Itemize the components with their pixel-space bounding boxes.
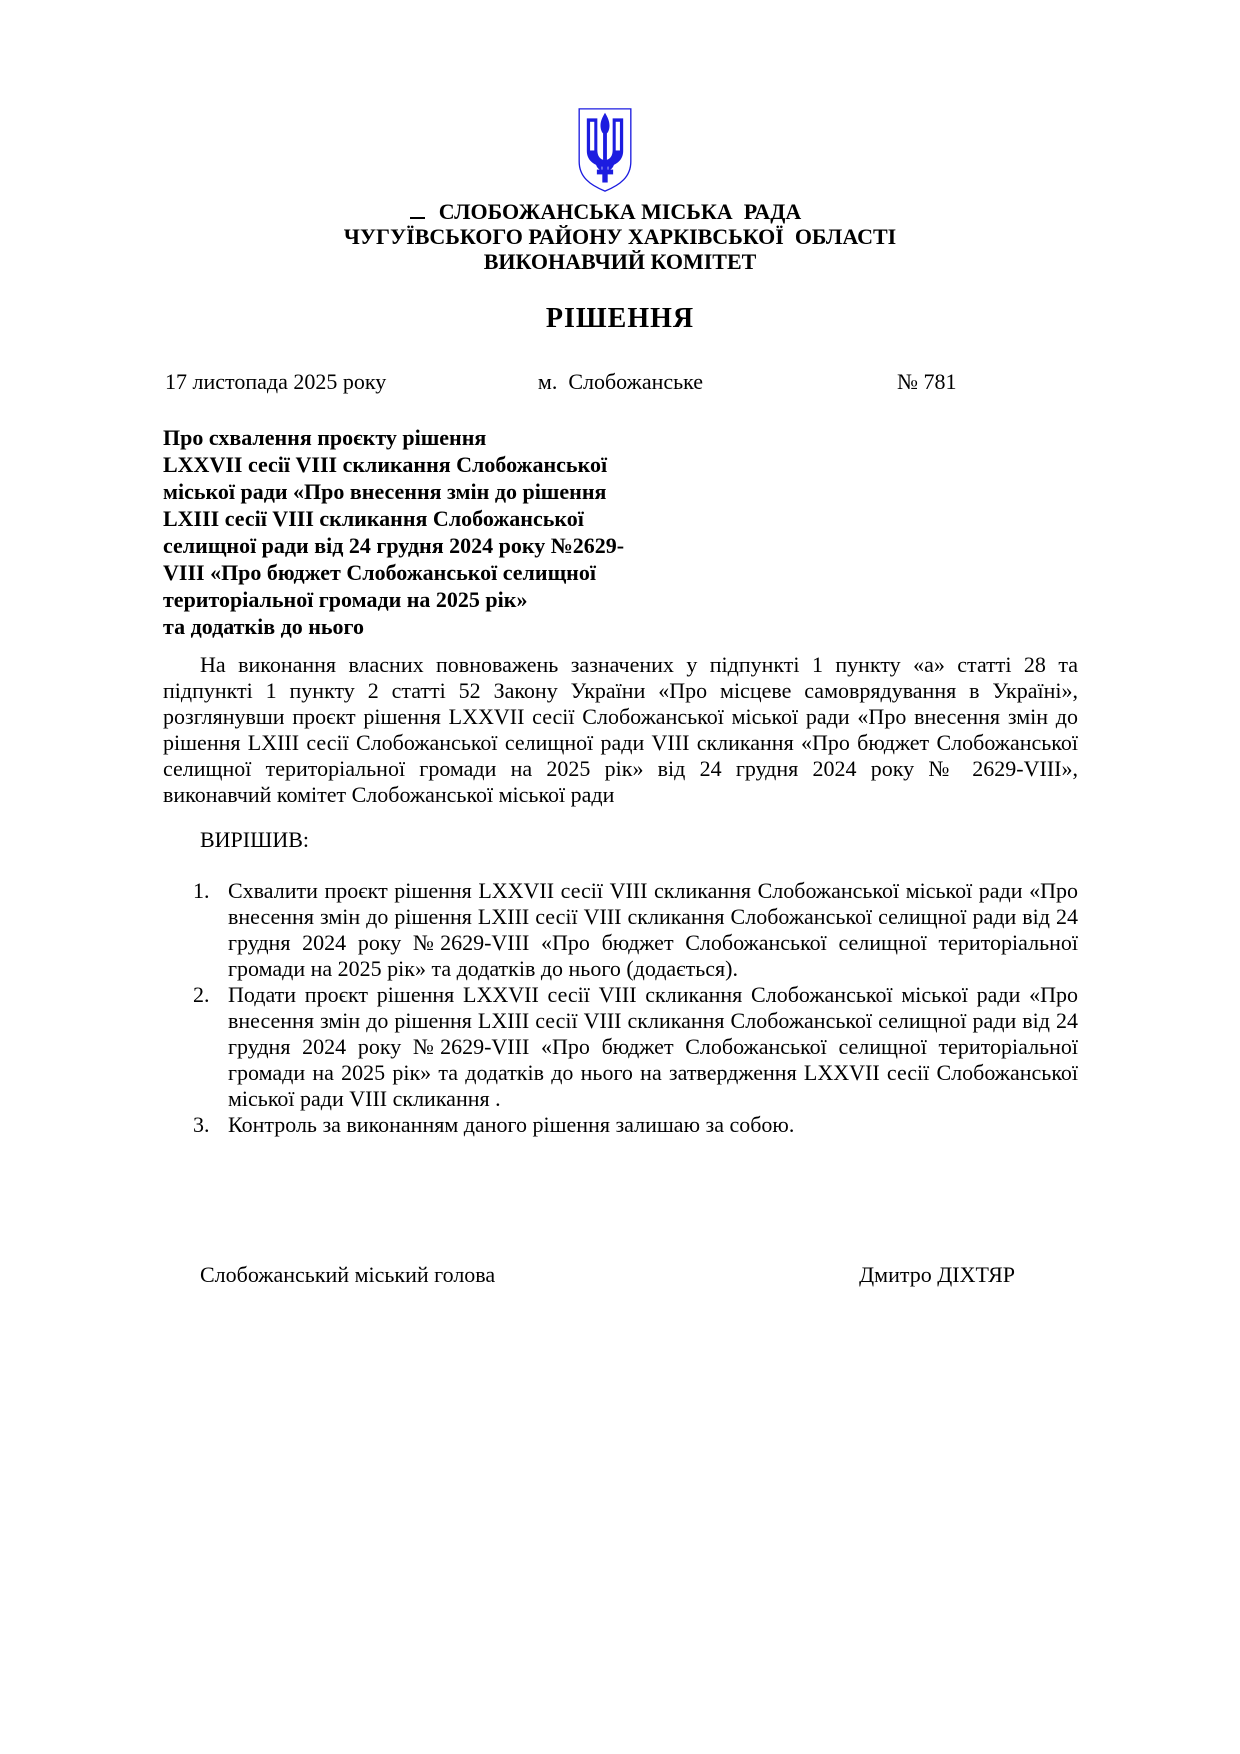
subject-line: та додатків до нього bbox=[163, 614, 364, 639]
list-item bbox=[163, 1112, 1078, 1138]
body-paragraph: На виконання власних повноважень зазначених у підпункті 1 пункту «а» статті 28 та підпункті 1 пункту 2 статті 52 Закону України «Про місцеве самоврядування в Україні», розглянувши проєкт рішення LXXVII сесії Слобожанської міської ради «Про внесення змін до рішення LXIII сесії Слобожанської селищної ради VIII скликання «Про бюджет Слобожанської селищної територіальної громади на 2025 рік» від 24 грудня 2024 року № 2629-VIII», виконавчий комітет Слобожанської міської ради bbox=[163, 652, 1078, 807]
subject-line: Про схвалення проєкту рішення bbox=[163, 425, 487, 450]
org-name-line-3: ВИКОНАВЧИЙ КОМІТЕТ bbox=[483, 249, 757, 274]
signatory-name: Дмитро ДІХТЯР bbox=[859, 1262, 1015, 1287]
meta-row bbox=[163, 369, 1078, 397]
org-header bbox=[0, 199, 1240, 274]
list-item bbox=[163, 982, 1078, 1112]
subject-block bbox=[163, 424, 763, 640]
subject-line: міської ради «Про внесення змін до рішення bbox=[163, 479, 607, 504]
resolution-list bbox=[163, 878, 1078, 1138]
list-item-text: Контроль за виконанням даного рішення залишаю за собою. bbox=[228, 1112, 795, 1137]
subject-line: LXXVII сесії VIII скликання Слобожанської bbox=[163, 452, 608, 477]
subject-line: LXIII сесії VIII скликання Слобожанської bbox=[163, 506, 584, 531]
signature-position: Слобожанський міський голова bbox=[200, 1262, 496, 1287]
decision-place: м. Слобожанське bbox=[537, 369, 704, 394]
coat-of-arms-icon bbox=[576, 106, 634, 194]
signature-row bbox=[163, 1262, 1078, 1288]
subject-line: територіальної громади на 2025 рік» bbox=[163, 587, 528, 612]
list-item bbox=[163, 878, 1078, 982]
decision-date: 17 листопада 2025 року bbox=[165, 369, 387, 394]
decision-number: № 781 bbox=[897, 369, 957, 394]
list-item-text: Схвалити проєкт рішення LXXVII сесії VIII скликання Слобожанської міської ради «Про внесення змін до рішення LXIII сесії VIII скликання Слобожанської селищної ради від 24 грудня 2024 року №2629-VIII «Про бюджет Слобожанської селищної територіальної громади на 2025 рік» та додатків до нього (додається). bbox=[228, 878, 1078, 981]
subject-line: селищної ради від 24 грудня 2024 року №2629- bbox=[163, 533, 625, 558]
resolution-keyword: ВИРІШИВ: bbox=[200, 827, 309, 852]
document-type-title: РІШЕННЯ bbox=[545, 303, 695, 334]
list-item-text: Подати проєкт рішення LXXVII сесії VIII скликання Слобожанської міської ради «Про внесення змін до рішення LXIII сесії VIII скликання Слобожанської селищної ради від 24 грудня 2024 року №2629-VIII «Про бюджет Слобожанської селищної територіальної громади на 2025 рік» та додатків до нього на затвердження LXXVII сесії Слобожанської міської ради VIII скликання . bbox=[228, 982, 1078, 1111]
subject-line: VIII «Про бюджет Слобожанської селищної bbox=[163, 560, 596, 585]
org-name-line-2: ЧУГУЇВСЬКОГО РАЙОНУ ХАРКІВСЬКОЇ ОБЛАСТІ bbox=[343, 224, 897, 249]
org-name-line-1: СЛОБОЖАНСЬКА МІСЬКА РАДА bbox=[438, 199, 802, 224]
